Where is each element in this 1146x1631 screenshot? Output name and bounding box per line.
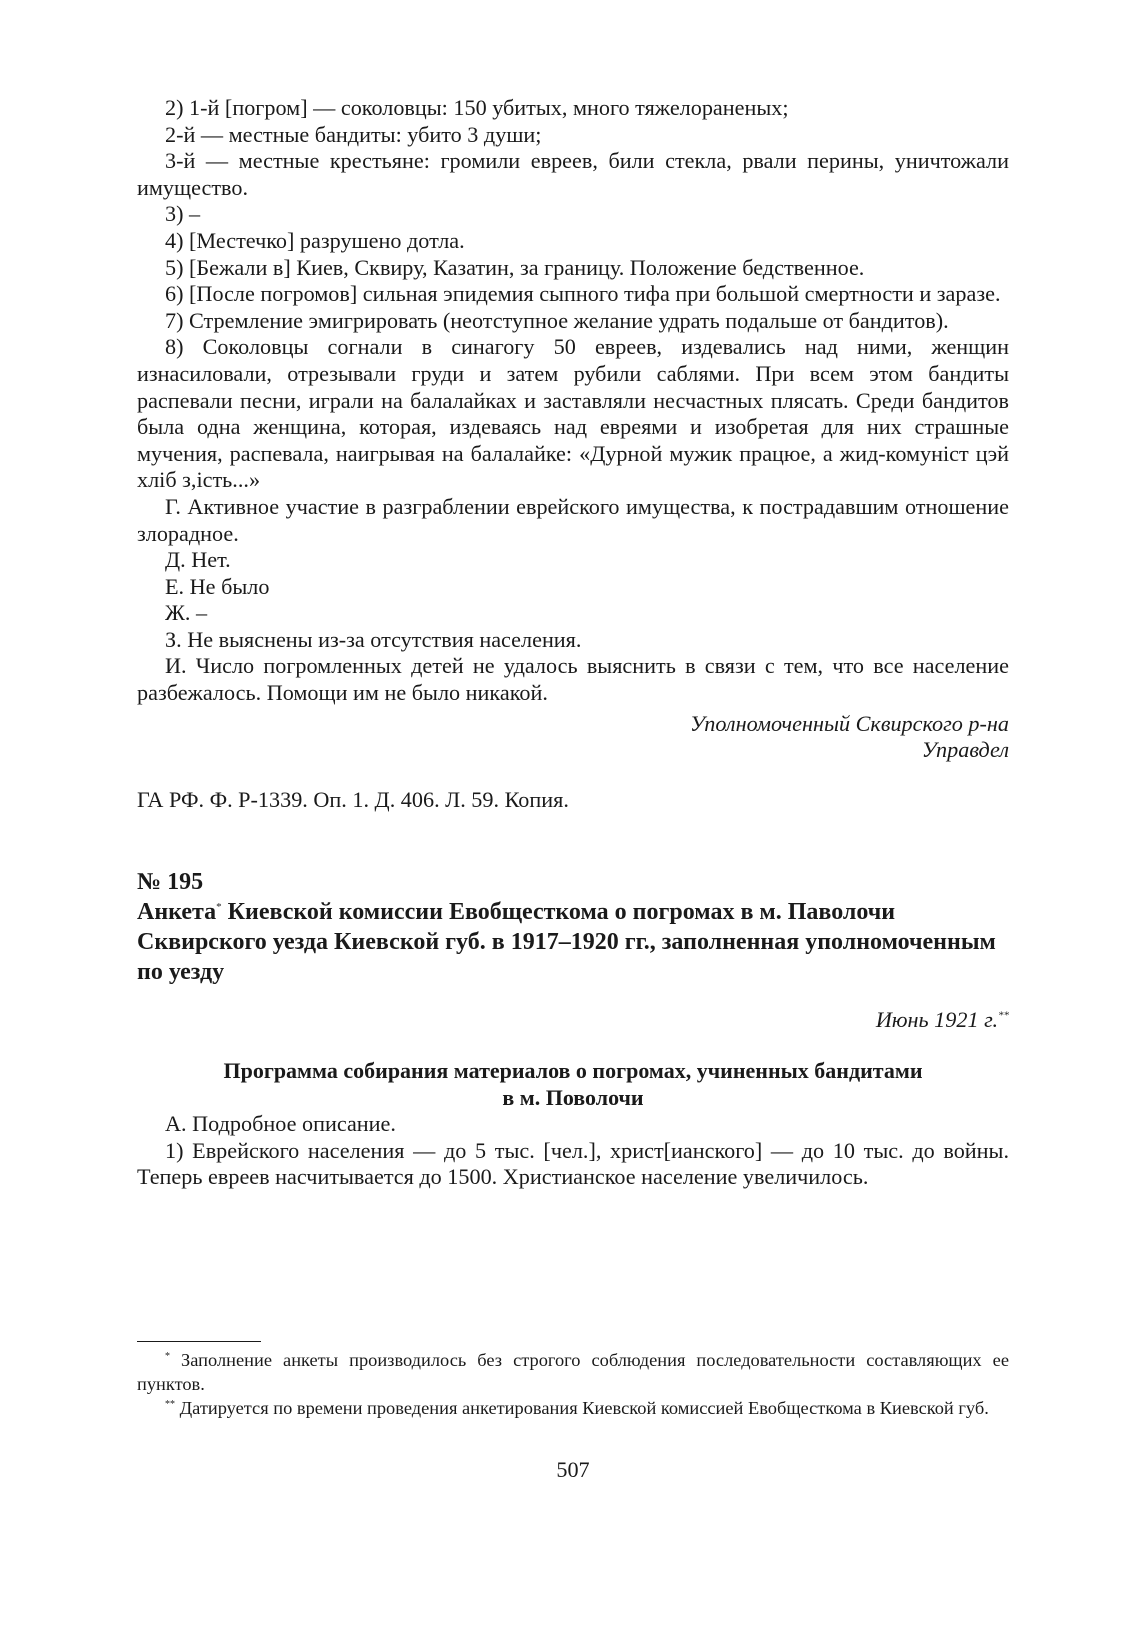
paragraph: 6) [После погромов] сильная эпидемия сыпного тифа при большой смертности и заразе. (165, 281, 1001, 307)
footnote-text: Заполнение анкеты производилось без строгого соблюдения последовательности составляющих ее пунктов. (137, 1350, 1009, 1394)
title-word: Анкета (137, 899, 217, 926)
paragraph: 1) Еврейского населения — до 5 тыс. [чел.], христ[ианского] — до 10 тыс. до войны. Теперь евреев насчитывается до 1500. Христианское население увеличилось. (137, 1137, 1009, 1190)
signature-role: Управдел (921, 737, 1009, 763)
paragraph: Ж. – (165, 600, 208, 626)
title-rest: Киевской комиссии Евобщесткома о погромах в м. Паволочи Сквирского уезда Киевской губ. в 1917–1920 гг., заполненная уполномоченным по уезду (137, 899, 996, 986)
page-number: 507 (556, 1457, 590, 1482)
paragraph: З. Не выяснены из-за отсутствия населения. (165, 626, 582, 652)
paragraph: 8) Соколовцы согнали в синагогу 50 евреев, издевались над ними, женщин изнасиловали, отрезывали груди и затем рубили саблями. При всем этом бандиты распевали песни, играли на балалайках и заставляли несчастных плясать. Среди бандитов была одна женщина, которая, издеваясь над евреями и изобретая для них страшные мучения, распевала, наигрывая на балалайке: «Дурной мужик працюе, а жид-комуніст цэй хліб з,ість...» (137, 334, 1009, 493)
footnote-marker: ** (998, 1010, 1009, 1023)
document-number: № 195 (137, 869, 204, 896)
document-date (137, 1007, 1009, 1034)
subheading-line: Программа собирания материалов о погромах, учиненных бандитами (223, 1058, 923, 1084)
paragraph: 4) [Местечко] разрушено дотла. (165, 227, 465, 253)
paragraph: И. Число погромленных детей не удалось выяснить в связи с тем, что все население разбежалось. Помощи им не было никакой. (137, 653, 1009, 706)
footnote (137, 1348, 1009, 1396)
page-body (137, 95, 1009, 1191)
footnotes (137, 1348, 1009, 1420)
paragraph: 2) 1-й [погром] — соколовцы: 150 убитых, много тяжелораненых; (165, 95, 789, 120)
subheading-line: в м. Поволочи (502, 1085, 644, 1111)
program-subheading (137, 1057, 1009, 1111)
document-195 (137, 867, 1009, 1190)
paragraph: 3-й — местные крестьяне: громили евреев, били стекла, рвали перины, уничтожали имущество. (137, 148, 1009, 200)
date-text: Июнь 1921 г. (875, 1007, 998, 1033)
footnote-marker: * (216, 901, 222, 914)
paragraph: 5) [Бежали в] Киев, Сквиру, Казатин, за границу. Положение бедственное. (165, 254, 865, 280)
footnote-marker: ** (165, 1398, 175, 1410)
signature-block (137, 711, 1009, 764)
paragraph: 3) – (165, 201, 201, 227)
footnote-divider (137, 1341, 261, 1342)
paragraph: Г. Активное участие в разграблении еврейского имущества, к пострадавшим отношение злорадное. (137, 493, 1009, 546)
previous-document-continuation (137, 95, 1009, 813)
footnote (137, 1396, 1009, 1420)
paragraph: 2-й — местные бандиты: убито 3 души; (165, 121, 542, 147)
footnote-marker: * (165, 1350, 170, 1362)
paragraph: 7) Стремление эмигрировать (неотступное желание удрать подальше от бандитов). (165, 307, 949, 333)
paragraph: Е. Не было (165, 573, 270, 599)
paragraph: Д. Нет. (165, 547, 231, 573)
footnote-text: Датируется по времени проведения анкетирования Киевской комиссией Евобщесткома в Киевской губ. (175, 1398, 989, 1418)
document-title (137, 897, 1009, 987)
paragraph: А. Подробное описание. (165, 1111, 396, 1137)
archive-reference: ГА РФ. Ф. Р-1339. Оп. 1. Д. 406. Л. 59. Копия. (137, 786, 569, 812)
signature-title: Уполномоченный Сквирского р-на (689, 710, 1009, 736)
